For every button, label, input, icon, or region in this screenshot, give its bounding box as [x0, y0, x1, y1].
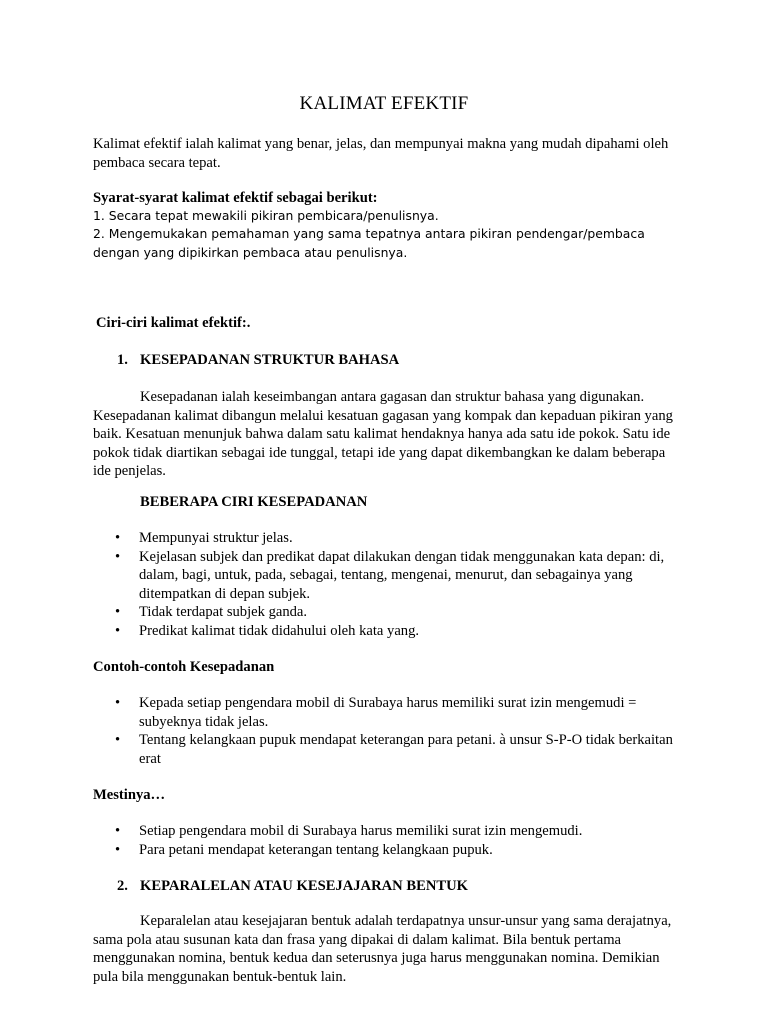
bullet-icon: •	[115, 823, 121, 839]
ciri-heading: Ciri-ciri kalimat efektif:.	[96, 315, 251, 331]
bullet-icon: •	[115, 530, 121, 546]
section1-number: 1.	[117, 352, 128, 368]
section1-paragraph: Kesepadanan ialah keseimbangan antara gagasan dan struktur bahasa yang digunakan. Kesepadanan kalimat dibangun melalui kesatuan gagasan yang kompak dan kepaduan pikiran yang baik. Kesatuan menunjuk bahwa dalam satu kalimat hendaknya hanya ada satu ide pokok. Satu ide pokok tidak diartikan sebagai ide tunggal, tetapi ide yang dapat dikembangkan ke dalam beberapa ide penjelas.	[93, 389, 673, 479]
syarat-item-1: 1. Secara tepat mewakili pikiran pembicara/penulisnya.	[93, 208, 439, 223]
intro-paragraph: Kalimat efektif ialah kalimat yang benar, jelas, dan mempunyai makna yang mudah dipahami oleh pembaca secara tepat.	[93, 136, 669, 171]
list-item: • Tidak terdapat subjek ganda.	[115, 604, 308, 620]
section2-heading: KEPARALELAN ATAU KESEJAJARAN BENTUK	[140, 878, 468, 894]
list-item: • Setiap pengendara mobil di Surabaya harus memiliki surat izin mengemudi.	[115, 823, 583, 839]
list-item: • Kepada setiap pengendara mobil di Surabaya harus memiliki surat izin mengemudi = subyeknya tidak jelas.	[115, 695, 637, 730]
list-item: • Kejelasan subjek dan predikat dapat dilakukan dengan tidak menggunakan kata depan: di, dalam, bagi, untuk, pada, sebagai, tentang, mengenai, menurut, dan sebagainya yang ditempatkan di depan subjek.	[115, 548, 665, 602]
bullet-icon: •	[115, 695, 121, 711]
bullet-icon: •	[115, 622, 121, 639]
bullet-icon: •	[115, 604, 121, 620]
syarat-heading: Syarat-syarat kalimat efektif sebagai berikut:	[93, 190, 378, 206]
list-item: • Tentang kelangkaan pupuk mendapat keterangan para petani. à unsur S-P-O tidak berkaitan erat	[115, 732, 673, 767]
contoh-heading: Contoh-contoh Kesepadanan	[93, 659, 275, 675]
list-item: • Para petani mendapat keterangan tentang kelangkaan pupuk.	[115, 841, 493, 858]
section1-heading: KESEPADANAN STRUKTUR BAHASA	[140, 352, 400, 368]
document-title: KALIMAT EFEKTIF	[299, 93, 469, 114]
section2-number: 2.	[117, 878, 128, 894]
bullet-icon: •	[115, 548, 121, 565]
syarat-item-2: 2. Mengemukakan pemahaman yang sama tepatnya antara pikiran pendengar/pembaca dengan yang dipikirkan pembaca atau penulisnya.	[93, 226, 645, 260]
section2-paragraph: Keparalelan atau kesejajaran bentuk adalah terdapatnya unsur-unsur yang sama derajatnya, sama pola atau susunan kata dan frasa yang dipakai di dalam kalimat. Bila bentuk pertama menggunakan nomina, bentuk kedua dan seterusnya juga harus menggunakan nomina. Demikian pula bila menggunakan bentuk-bentuk lain.	[93, 913, 672, 985]
contoh-list	[93, 694, 683, 768]
bullet-icon: •	[115, 732, 121, 748]
mestinya-list	[93, 822, 683, 859]
ciri-kesepadanan-heading: BEBERAPA CIRI KESEPADANAN	[140, 494, 368, 510]
bullet-icon: •	[115, 841, 121, 858]
mestinya-heading: Mestinya…	[93, 787, 166, 803]
ciri-kesepadanan-list	[93, 529, 683, 640]
list-item: • Predikat kalimat tidak didahului oleh kata yang.	[115, 622, 420, 639]
list-item: • Mempunyai struktur jelas.	[115, 530, 293, 546]
